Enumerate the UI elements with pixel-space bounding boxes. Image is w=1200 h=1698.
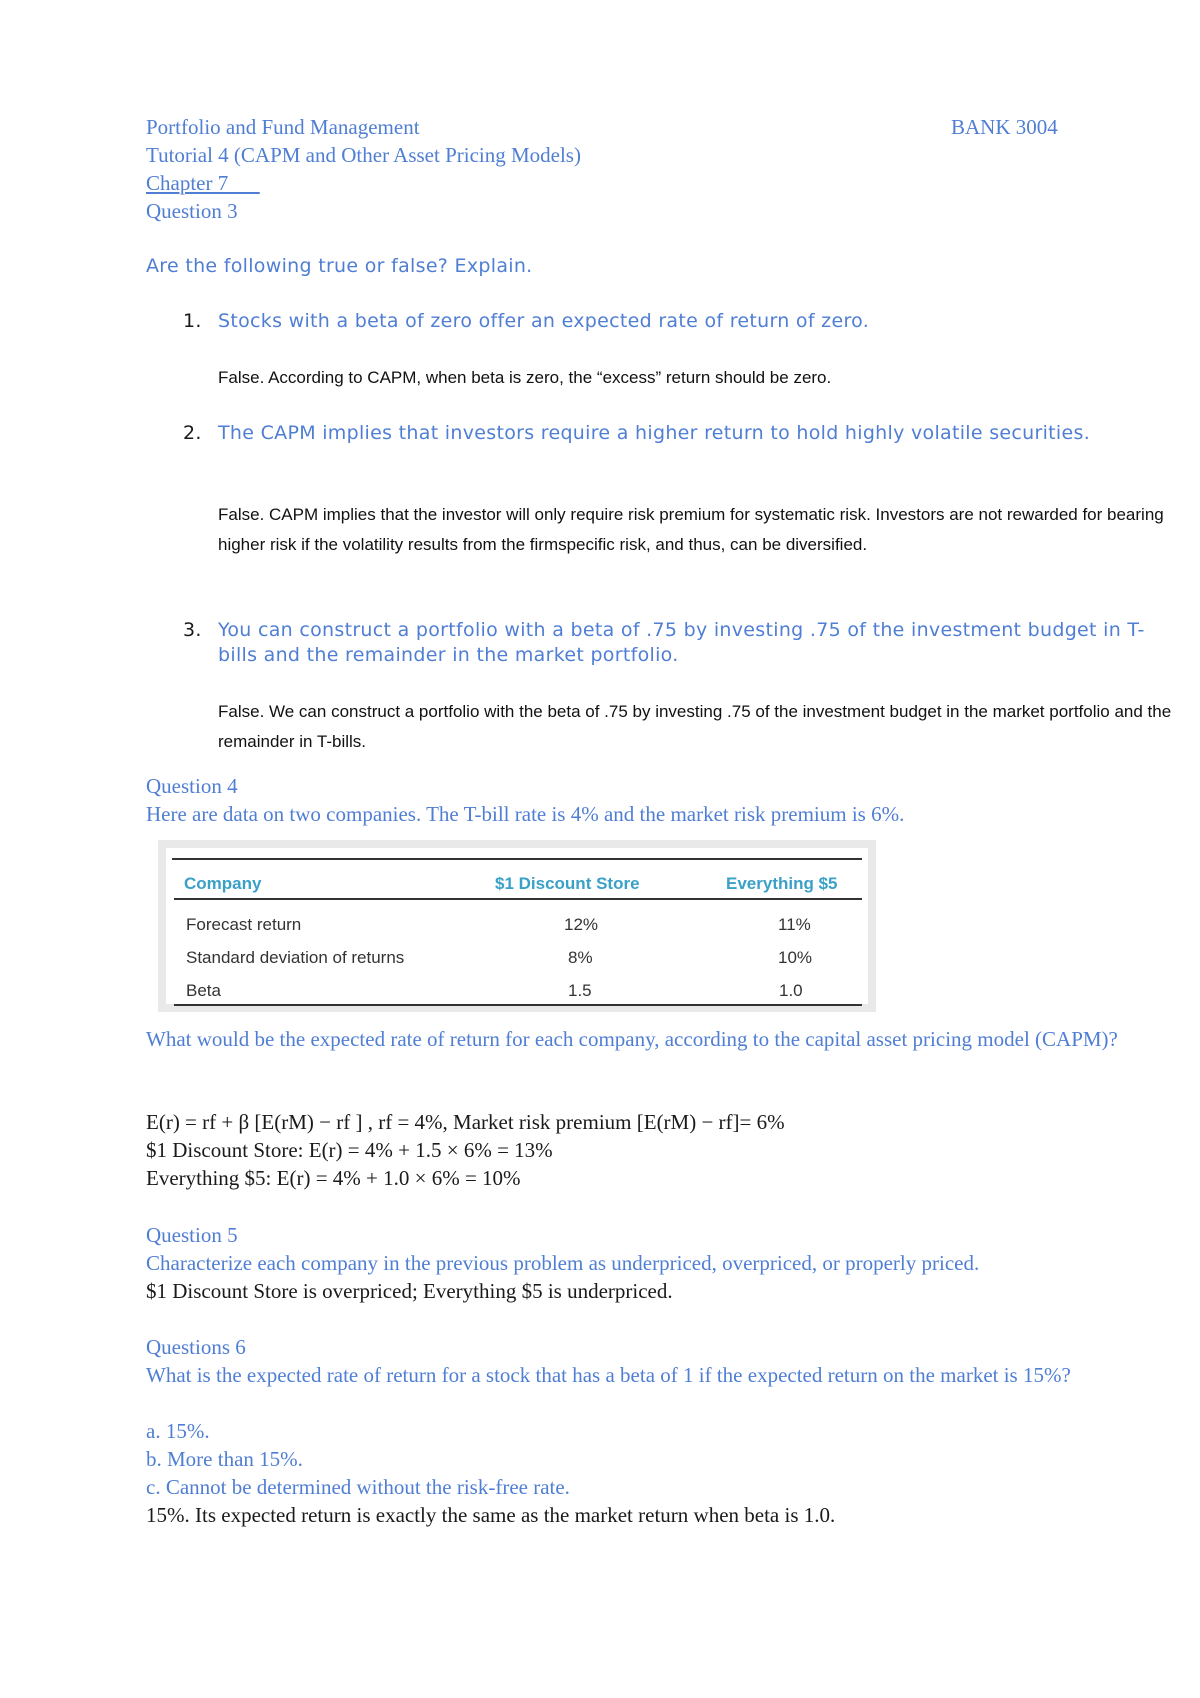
table-cell: 10% [778, 948, 813, 967]
q3-item-1-answer: False. According to CAPM, when beta is zero, the “excess” return should be zero. [218, 368, 832, 387]
table-cell: 1.0 [779, 981, 803, 1000]
question-6-heading: Questions 6 [146, 1335, 246, 1359]
q6-option-b: b. More than 15%. [146, 1447, 303, 1471]
course-title: Portfolio and Fund Management [146, 115, 420, 139]
q6-question: What is the expected rate of return for a stock that has a beta of 1 if the expected return on the market is 15%? [146, 1363, 1071, 1387]
q3-item-2-number: 2. [183, 422, 202, 444]
table-header-everything-5: Everything $5 [726, 874, 838, 893]
table-cell: Standard deviation of returns [186, 948, 405, 967]
q6-option-a: a. 15%. [146, 1419, 210, 1443]
table-header-discount-store: $1 Discount Store [495, 874, 640, 893]
table-cell: 1.5 [568, 981, 592, 1000]
q3-item-3-question: You can construct a portfolio with a beta of .75 by investing .75 of the investment budget in T- bills and the remainder in the market portfolio. [218, 619, 1145, 666]
q5-answer: $1 Discount Store is overpriced; Everything $5 is underpriced. [146, 1279, 673, 1303]
q3-item-3-number: 3. [183, 619, 202, 641]
table-top-rule [172, 858, 862, 860]
q3-item-2-answer: False. CAPM implies that the investor will only require risk premium for systematic risk. Investors are not rewarded for bearing higher risk if the volatility results from the firmspecific risk, and thus, can be diversified. [218, 505, 1164, 554]
q4-calc-everything-5: Everything $5: E(r) = 4% + 1.0 × 6% = 10% [146, 1166, 521, 1190]
q4-formula: E(r) = rf + β [E(rM) − rf ] , rf = 4%, Market risk premium [E(rM) − rf]= 6% [146, 1110, 785, 1134]
table-cell: 8% [568, 948, 593, 967]
table-cell: Beta [186, 981, 221, 1000]
q6-option-c: c. Cannot be determined without the risk-free rate. [146, 1475, 570, 1499]
question-4-heading: Question 4 [146, 774, 238, 798]
question-5-heading: Question 5 [146, 1223, 238, 1247]
table-cell: Forecast return [186, 915, 302, 934]
table-header-rule [174, 898, 862, 900]
q3-item-1-question: Stocks with a beta of zero offer an expected rate of return of zero. [218, 310, 870, 332]
q4-calc-discount-store: $1 Discount Store: E(r) = 4% + 1.5 × 6% = 13% [146, 1138, 553, 1162]
table-cell: 12% [564, 915, 599, 934]
q3-prompt: Are the following true or false? Explain. [146, 255, 533, 277]
q4-question: What would be the expected rate of return for each company, according to the capital asset pricing model (CAPM)? [146, 1027, 1118, 1051]
companies-table [158, 840, 876, 1012]
course-code: BANK 3004 [951, 115, 1058, 139]
q6-answer: 15%. Its expected return is exactly the same as the market return when beta is 1.0. [146, 1503, 836, 1527]
table-cell: 11% [778, 915, 811, 934]
question-3-heading: Question 3 [146, 199, 238, 223]
table-header-company: Company [184, 874, 262, 893]
q3-item-1-number: 1. [183, 310, 202, 332]
q3-item-3-answer: False. We can construct a portfolio with the beta of .75 by investing .75 of the investment budget in the market portfolio and the remainder in T-bills. [218, 702, 1172, 751]
table-bottom-rule [174, 1004, 862, 1006]
q4-intro: Here are data on two companies. The T-bill rate is 4% and the market risk premium is 6%. [146, 802, 905, 826]
q5-question: Characterize each company in the previous problem as underpriced, overpriced, or properly priced. [146, 1251, 980, 1275]
q3-item-2-question: The CAPM implies that investors require a higher return to hold highly volatile securities. [218, 422, 1091, 444]
tutorial-title: Tutorial 4 (CAPM and Other Asset Pricing Models) [146, 143, 581, 167]
chapter-heading: Chapter 7 [146, 171, 260, 195]
